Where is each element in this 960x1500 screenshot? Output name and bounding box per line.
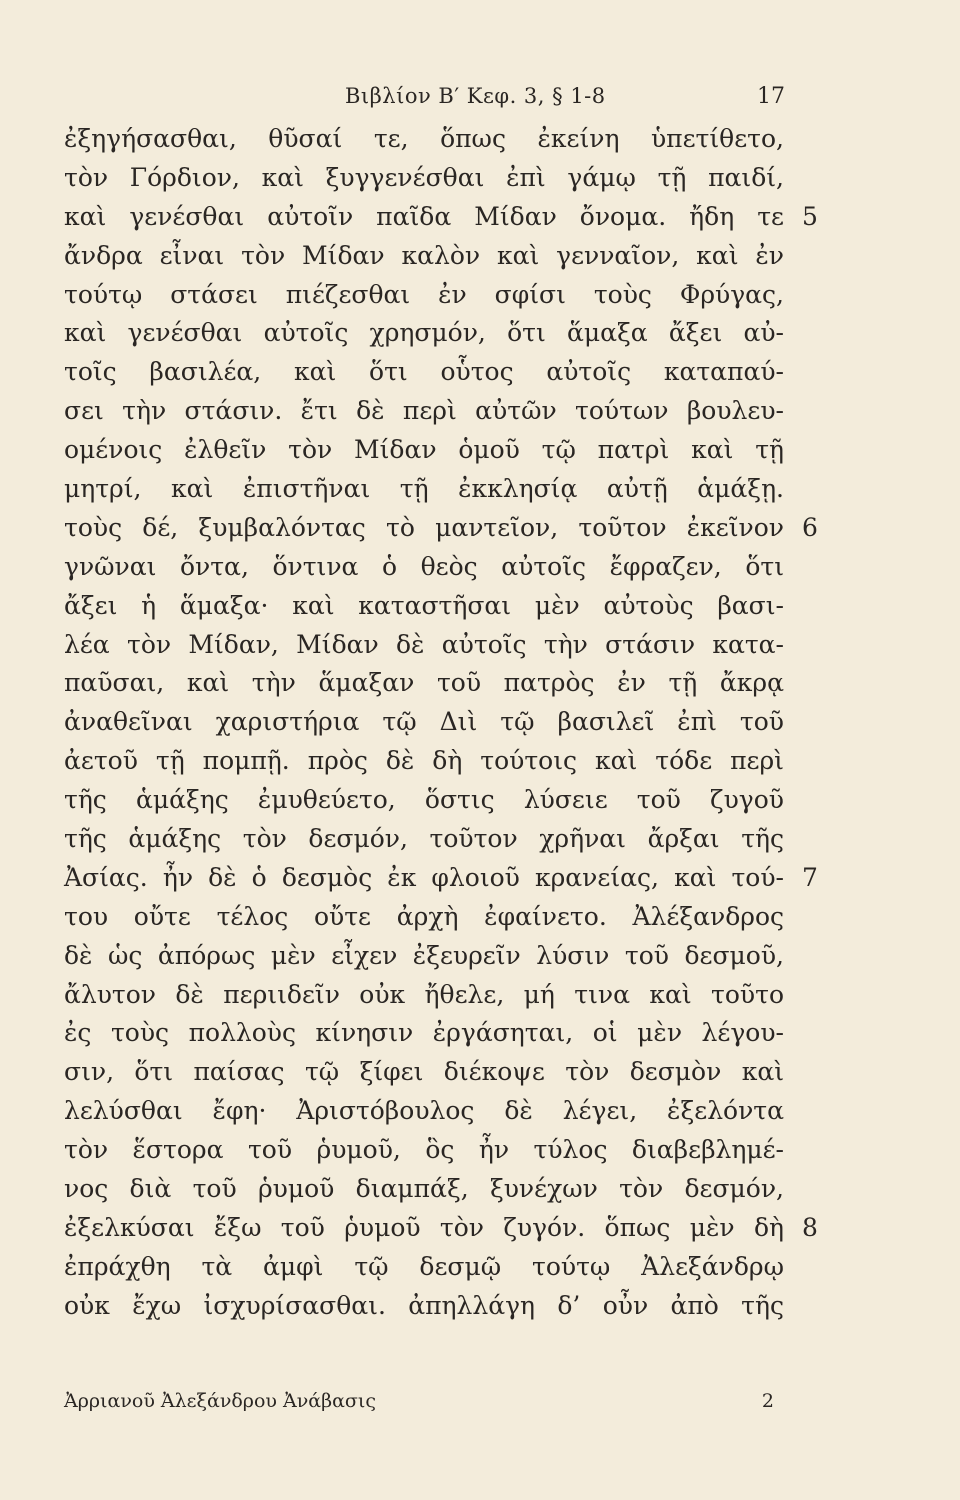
running-head: Βιβλίον Β′ Κεφ. 3, § 1-8 xyxy=(345,84,606,108)
section-number: 8 xyxy=(802,1212,818,1242)
text-line-content: ἐς τοὺς πολλοὺς κίνησιν ἐργάσηται, οἱ μὲν λέγου- xyxy=(64,1018,784,1048)
text-line-content: ομένοις ἐλθεῖν τὸν Μίδαν ὁμοῦ τῷ πατρὶ καὶ τῇ xyxy=(64,435,784,465)
text-line xyxy=(64,431,784,470)
text-line-content: τοὺς δέ, ξυμβαλόντας τὸ μαντεῖον, τοῦτον ἐκεῖνον xyxy=(64,512,784,542)
text-line xyxy=(64,548,784,587)
main-text xyxy=(64,120,818,1326)
text-line xyxy=(64,976,784,1015)
text-line xyxy=(64,276,784,315)
text-line xyxy=(64,1248,784,1287)
text-line xyxy=(64,1092,784,1131)
text-line-content: ἐξελκύσαι ἔξω τοῦ ῥυμοῦ τὸν ζυγόν. ὅπως μὲν δὴ xyxy=(64,1212,784,1242)
text-line xyxy=(64,898,784,937)
text-line-content: ἀναθεῖναι χαριστήρια τῷ Διὶ τῷ βασιλεῖ ἐπὶ τοῦ xyxy=(64,707,784,737)
text-line-content: λελύσθαι ἔφη· Ἀριστόβουλος δὲ λέγει, ἐξελόντα xyxy=(64,1096,784,1126)
text-line xyxy=(64,820,784,859)
text-line-content: γνῶναι ὄντα, ὅντινα ὁ θεὸς αὐτοῖς ἔφραζεν, ὅτι xyxy=(64,551,784,581)
text-line-content: δὲ ὡς ἀπόρως μὲν εἶχεν ἐξευρεῖν λύσιν τοῦ δεσμοῦ, xyxy=(64,940,784,970)
section-number: 7 xyxy=(802,862,818,892)
text-line-content: νος διὰ τοῦ ῥυμοῦ διαμπάξ, ξυνέχων τὸν δεσμόν, xyxy=(64,1174,784,1204)
text-line-content: καὶ γενέσθαι αὐτοῖν παῖδα Μίδαν ὄνομα. ἤδη τε xyxy=(64,201,784,231)
text-line xyxy=(64,937,784,976)
text-line xyxy=(64,1287,784,1326)
text-line xyxy=(64,314,784,353)
text-line-content: Ἀσίας. ἦν δὲ ὁ δεσμὸς ἐκ φλοιοῦ κρανείας, καὶ τού- xyxy=(64,862,784,892)
text-line xyxy=(64,1170,784,1209)
text-line xyxy=(64,626,784,665)
text-line xyxy=(64,120,784,159)
text-line-content: ἐξηγήσασθαι, θῦσαί τε, ὅπως ἐκείνη ὑπετίθετο, xyxy=(64,124,784,153)
text-line xyxy=(64,198,818,237)
section-number: 5 xyxy=(802,201,818,231)
text-line-content: παῦσαι, καὶ τὴν ἅμαξαν τοῦ πατρὸς ἐν τῇ ἄκρᾳ xyxy=(64,668,784,698)
text-line-content: σιν, ὅτι παίσας τῷ ξίφει διέκοψε τὸν δεσμὸν καὶ xyxy=(64,1057,784,1087)
page-number: 17 xyxy=(757,84,785,109)
text-line xyxy=(64,353,784,392)
text-line-content: τὸν ἕστορα τοῦ ῥυμοῦ, ὃς ἦν τύλος διαβεβλημέ- xyxy=(64,1135,784,1165)
text-line-content: τῆς ἁμάξης τὸν δεσμόν, τοῦτον χρῆναι ἄρξαι τῆς xyxy=(64,824,784,854)
text-line xyxy=(64,1014,784,1053)
text-line xyxy=(64,742,784,781)
text-line-content: καὶ γενέσθαι αὐτοῖς χρησμόν, ὅτι ἅμαξα ἄξει αὐ- xyxy=(64,318,784,348)
signature-number: 2 xyxy=(761,1390,774,1412)
section-number: 6 xyxy=(802,512,818,542)
text-line-content: τοῖς βασιλέα, καὶ ὅτι οὗτος αὐτοῖς καταπαύ- xyxy=(64,357,784,387)
text-line xyxy=(64,1209,818,1248)
text-line-content: λέα τὸν Μίδαν, Μίδαν δὲ αὐτοῖς τὴν στάσιν κατα- xyxy=(64,629,784,659)
text-line-content: ἐπράχθη τὰ ἀμφὶ τῷ δεσμῷ τούτῳ Ἀλεξάνδρῳ xyxy=(64,1251,784,1281)
text-line-content: ἄνδρα εἶναι τὸν Μίδαν καλὸν καὶ γενναῖον, καὶ ἐν xyxy=(64,240,784,270)
text-line xyxy=(64,1053,784,1092)
text-line xyxy=(64,664,784,703)
text-line-content: ἄλυτον δὲ περιιδεῖν οὐκ ἤθελε, μή τινα καὶ τοῦτο xyxy=(64,979,784,1009)
text-line xyxy=(64,859,818,898)
text-line xyxy=(64,781,784,820)
text-line xyxy=(64,703,784,742)
text-line xyxy=(64,392,784,431)
signature-text: Ἀρριανοῦ Ἀλεξάνδρου Ἀνάβασις xyxy=(64,1390,376,1412)
text-line-content: τῆς ἁμάξης ἐμυθεύετο, ὅστις λύσειε τοῦ ζυγοῦ xyxy=(64,785,784,815)
text-line-content: τὸν Γόρδιον, καὶ ξυγγενέσθαι ἐπὶ γάμῳ τῇ παιδί, xyxy=(64,162,784,192)
text-line xyxy=(64,1131,784,1170)
text-line xyxy=(64,237,784,276)
text-line xyxy=(64,509,818,548)
text-line-content: μητρί, καὶ ἐπιστῆναι τῇ ἐκκλησίᾳ αὐτῇ ἁμάξῃ. xyxy=(64,474,784,504)
text-line-content: οὐκ ἔχω ἰσχυρίσασθαι. ἀπηλλάγη δ’ οὖν ἀπὸ τῆς xyxy=(64,1290,784,1320)
text-line xyxy=(64,587,784,626)
text-line xyxy=(64,159,784,198)
text-line xyxy=(64,470,784,509)
text-line-content: τούτῳ στάσει πιέζεσθαι ἐν σφίσι τοὺς Φρύγας, xyxy=(64,279,784,309)
text-line-content: σει τὴν στάσιν. ἔτι δὲ περὶ αὐτῶν τούτων βουλευ- xyxy=(64,396,784,426)
text-line-content: του οὔτε τέλος οὔτε ἀρχὴ ἐφαίνετο. Ἀλέξανδρος xyxy=(64,901,784,931)
text-line-content: ἄξει ἡ ἅμαξα· καὶ καταστῆσαι μὲν αὐτοὺς βασι- xyxy=(64,590,784,620)
text-line-content: ἀετοῦ τῇ πομπῇ. πρὸς δὲ δὴ τούτοις καὶ τόδε περὶ xyxy=(64,746,784,776)
